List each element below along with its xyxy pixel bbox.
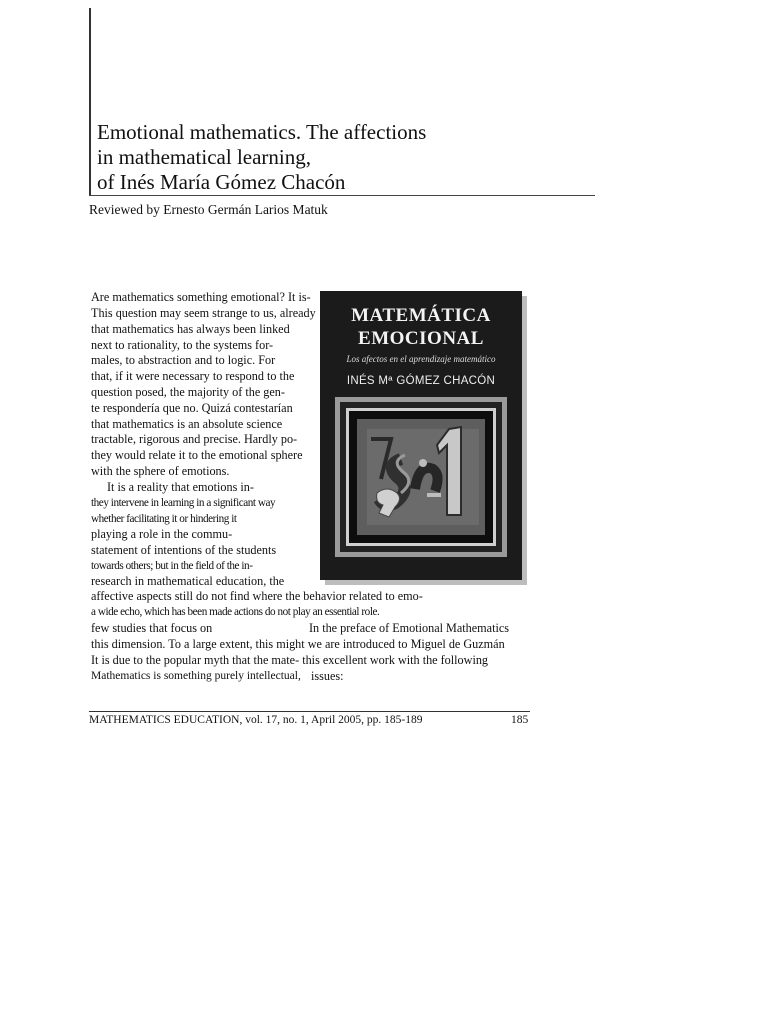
cover-artwork-frame bbox=[335, 397, 507, 557]
cover-subtitle: Los afectos en el aprendizaje matemático bbox=[346, 354, 496, 364]
title-line: Emotional mathematics. The affections bbox=[97, 120, 427, 144]
body-line: they intervene in learning in a significant way bbox=[91, 497, 276, 509]
body-line: that mathematics is an absolute science bbox=[91, 417, 283, 431]
cover-title-line: MATEMÁTICA bbox=[351, 305, 491, 326]
body-line: that mathematics has always been linked bbox=[91, 322, 290, 336]
body-line: It is a reality that emotions in- bbox=[107, 480, 254, 494]
body-line: te respondería que no. Quizá contestarían bbox=[91, 401, 293, 415]
body-line: Are mathematics something emotional? It is- bbox=[91, 290, 311, 304]
body-line: statement of intentions of the students bbox=[91, 543, 277, 557]
title-line: of Inés María Gómez Chacón bbox=[97, 170, 346, 194]
body-line: males, to abstraction and to logic. For bbox=[91, 353, 276, 367]
body-line: issues: bbox=[311, 669, 344, 683]
cover-title-line: EMOCIONAL bbox=[358, 328, 484, 349]
body-line: whether facilitating it or hindering it bbox=[91, 513, 237, 525]
body-line: tractable, rigorous and precise. Hardly po- bbox=[91, 432, 298, 446]
body-line: Mathematics is something purely intellectual, bbox=[91, 670, 301, 682]
title-line: in mathematical learning, bbox=[97, 145, 311, 169]
cover-author: INÉS Mª GÓMEZ CHACÓN bbox=[346, 375, 496, 387]
body-line: playing a role in the commu- bbox=[91, 527, 233, 541]
body-line: they would relate it to the emotional sphere bbox=[91, 448, 303, 462]
body-line: research in mathematical education, the bbox=[91, 574, 285, 588]
body-line: a wide echo, which has been made actions do not play an essential role. bbox=[91, 606, 380, 618]
body-line: question posed, the majority of the gen- bbox=[91, 385, 285, 399]
reviewer-byline: Reviewed by Ernesto Germán Larios Matuk bbox=[89, 202, 328, 217]
body-line: In the preface of Emotional Mathematics bbox=[309, 621, 509, 635]
body-line: This question may seem strange to us, already bbox=[91, 306, 316, 320]
cover-artwork bbox=[357, 419, 485, 535]
body-line: few studies that focus on bbox=[91, 621, 213, 635]
body-line: that, if it were necessary to respond to the bbox=[91, 369, 295, 383]
journal-citation: MATHEMATICS EDUCATION, vol. 17, no. 1, April 2005, pp. 185-189 bbox=[89, 714, 423, 726]
book-cover-image bbox=[320, 291, 522, 580]
body-line: this dimension. To a large extent, this might we are introduced to Miguel de Guzmán bbox=[91, 637, 505, 651]
page-number: 185 bbox=[511, 714, 529, 726]
title-underline-rule bbox=[89, 195, 595, 196]
body-line: next to rationality, to the systems for- bbox=[91, 338, 274, 352]
body-line: towards others; but in the field of the in- bbox=[91, 560, 253, 572]
article-title bbox=[97, 120, 426, 195]
numbers-artwork-icon bbox=[357, 419, 485, 535]
footer-rule bbox=[89, 711, 530, 712]
body-line: affective aspects still do not find where the behavior related to emo- bbox=[91, 589, 423, 603]
left-vertical-rule bbox=[89, 8, 91, 196]
body-line: with the sphere of emotions. bbox=[91, 464, 230, 478]
body-line: It is due to the popular myth that the mate- this excellent work with the following bbox=[91, 653, 489, 667]
